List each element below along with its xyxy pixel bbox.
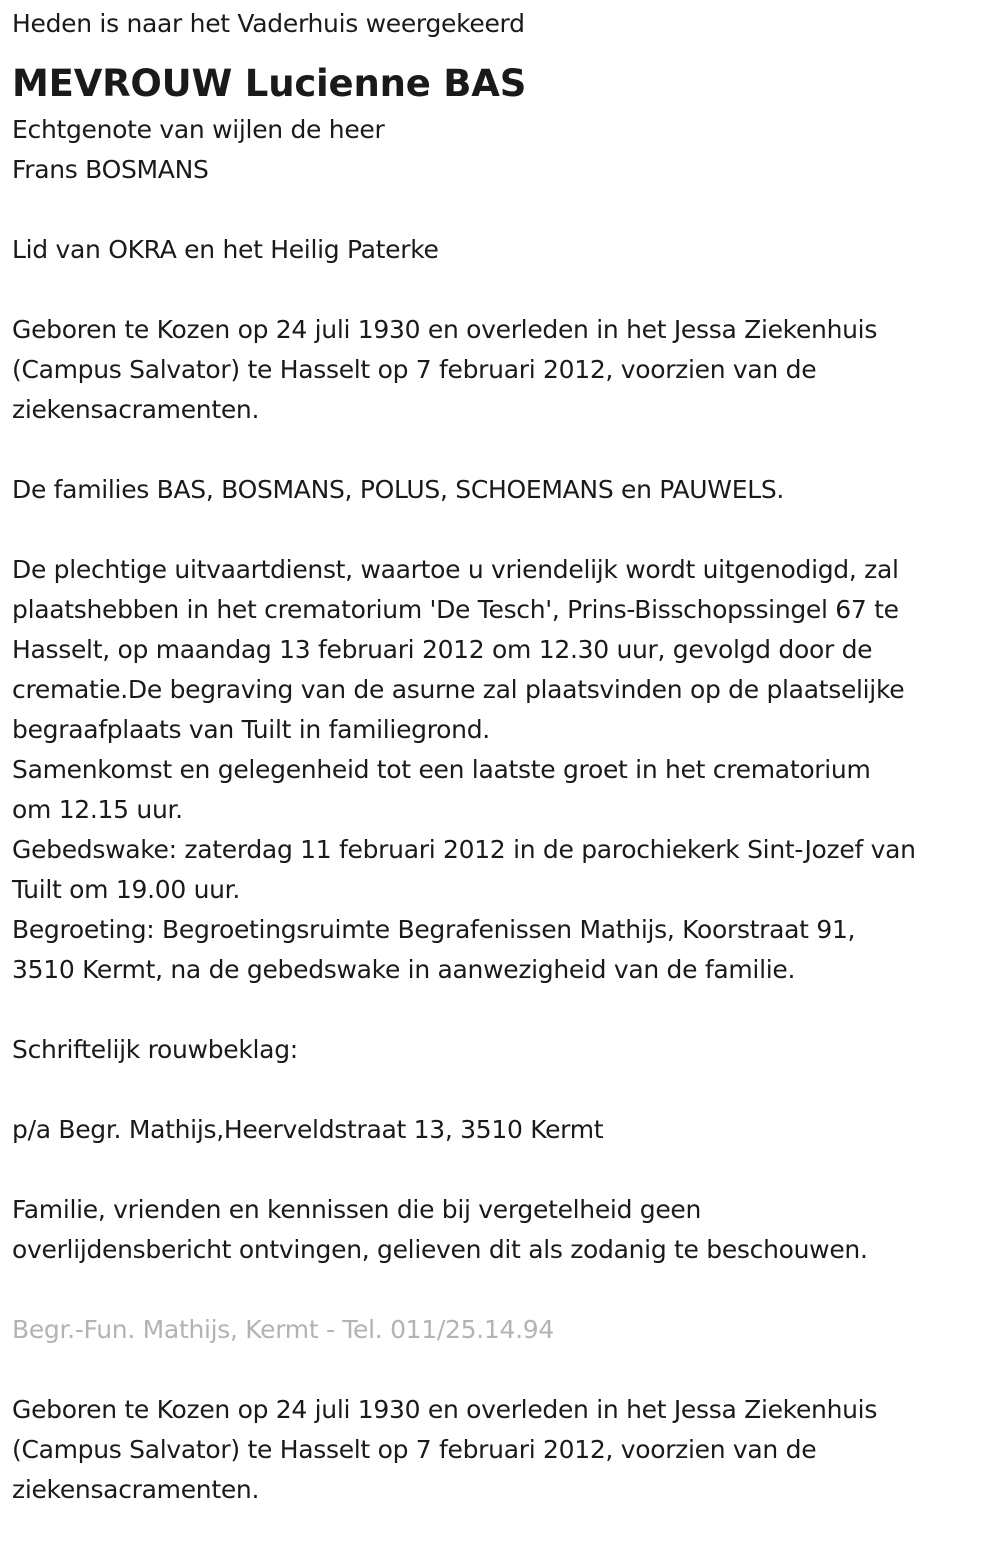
paragraph-line: overlijdensbericht ontvingen, gelieven dit als zodanig te beschouwen.	[12, 1235, 868, 1264]
birth-death-paragraph-repeat	[12, 1390, 988, 1510]
spacer	[12, 510, 988, 550]
paragraph-line: plaatshebben in het crematorium 'De Tesch', Prins-Bisschopssingel 67 te	[12, 595, 899, 624]
membership-text: Lid van OKRA en het Heilig Paterke	[12, 235, 439, 264]
paragraph-line: Familie, vrienden en kennissen die bij vergetelheid geen	[12, 1195, 702, 1224]
spacer	[12, 430, 988, 470]
condolence-address: p/a Begr. Mathijs,Heerveldstraat 13, 3510 Kermt	[12, 1115, 604, 1144]
paragraph-line: Geboren te Kozen op 24 juli 1930 en overleden in het Jessa Ziekenhuis	[12, 1395, 878, 1424]
notice-paragraph	[12, 1190, 988, 1270]
spacer	[12, 270, 988, 310]
spacer	[12, 990, 988, 1030]
spacer	[12, 1270, 988, 1310]
paragraph-line: De plechtige uitvaartdienst, waartoe u vriendelijk wordt uitgenodigd, zal	[12, 555, 899, 584]
spouse-name: Frans BOSMANS	[12, 155, 209, 184]
spacer	[12, 1350, 988, 1390]
paragraph-line: Begroeting: Begroetingsruimte Begrafenissen Mathijs, Koorstraat 91,	[12, 915, 856, 944]
spacer	[12, 1070, 988, 1110]
families-text: De families BAS, BOSMANS, POLUS, SCHOEMANS en PAUWELS.	[12, 475, 785, 504]
paragraph-line: Samenkomst en gelegenheid tot een laatste groet in het crematorium	[12, 755, 871, 784]
deceased-name: MEVROUW Lucienne BAS	[12, 62, 527, 105]
paragraph-line: (Campus Salvator) te Hasselt op 7 februari 2012, voorzien van de	[12, 355, 817, 384]
intro-text: Heden is naar het Vaderhuis weergekeerd	[12, 9, 525, 38]
paragraph-line: Gebedswake: zaterdag 11 februari 2012 in de parochiekerk Sint-Jozef van	[12, 835, 916, 864]
paragraph-line: begraafplaats van Tuilt in familiegrond.	[12, 715, 490, 744]
paragraph-line: om 12.15 uur.	[12, 795, 183, 824]
condolence-label: Schriftelijk rouwbeklag:	[12, 1035, 298, 1064]
paragraph-line: Hasselt, op maandag 13 februari 2012 om 12.30 uur, gevolgd door de	[12, 635, 873, 664]
paragraph-line: crematie.De begraving van de asurne zal plaatsvinden op de plaatselijke	[12, 675, 905, 704]
paragraph-line: (Campus Salvator) te Hasselt op 7 februari 2012, voorzien van de	[12, 1435, 817, 1464]
paragraph-line: 3510 Kermt, na de gebedswake in aanwezigheid van de familie.	[12, 955, 796, 984]
birth-death-paragraph	[12, 310, 988, 430]
ceremony-paragraph	[12, 550, 988, 990]
spacer	[12, 1150, 988, 1190]
paragraph-line: Tuilt om 19.00 uur.	[12, 875, 240, 904]
funeral-home-contact: Begr.-Fun. Mathijs, Kermt - Tel. 011/25.14.94	[12, 1315, 554, 1344]
paragraph-line: Geboren te Kozen op 24 juli 1930 en overleden in het Jessa Ziekenhuis	[12, 315, 878, 344]
spouse-line: Echtgenote van wijlen de heer	[12, 115, 385, 144]
spacer	[12, 190, 988, 230]
paragraph-line: ziekensacramenten.	[12, 1475, 260, 1504]
paragraph-line: ziekensacramenten.	[12, 395, 260, 424]
